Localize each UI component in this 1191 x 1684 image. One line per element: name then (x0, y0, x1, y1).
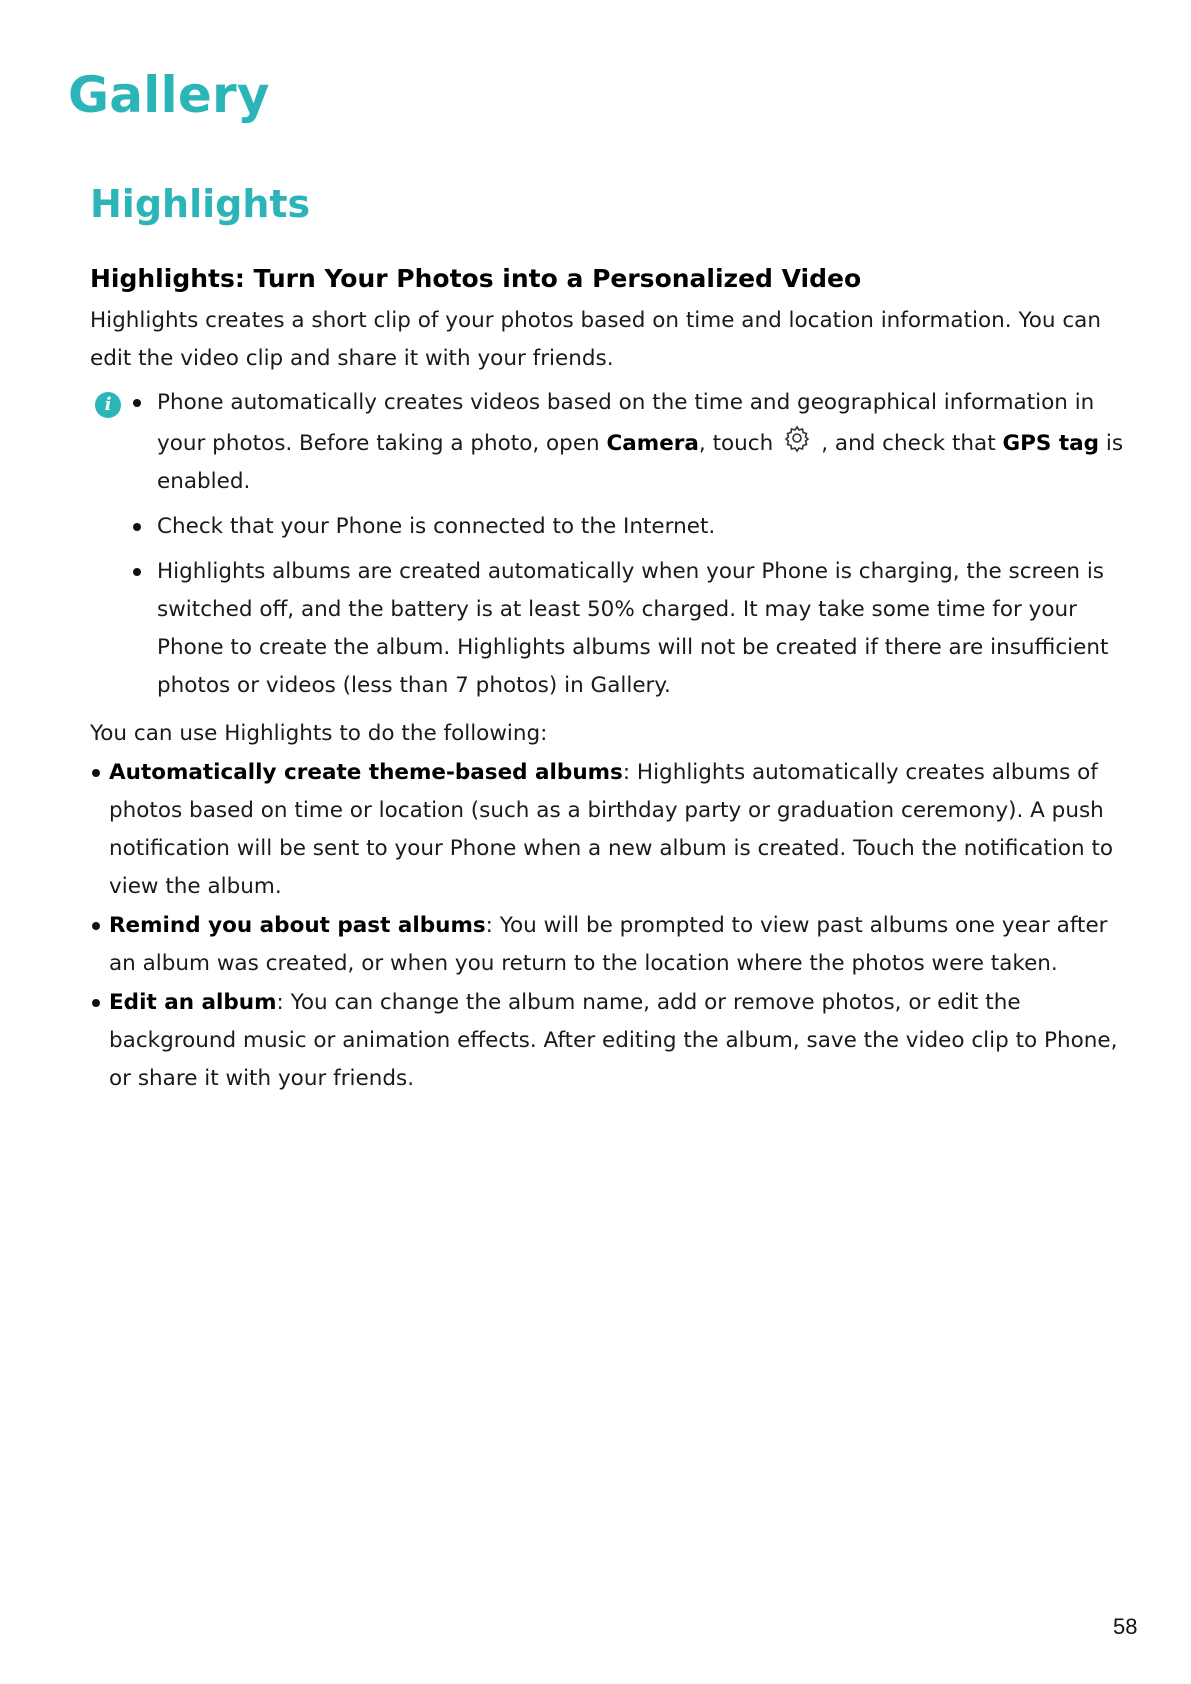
feature-list (90, 754, 1130, 1098)
note-text: , touch (698, 431, 774, 456)
note-item (132, 508, 1130, 546)
feature-item (90, 984, 1130, 1098)
bullet-dot (133, 568, 141, 576)
bullet-dot (92, 999, 100, 1007)
feature-label: Remind you about past albums (109, 913, 486, 938)
feature-label: Automatically create theme-based albums (109, 760, 623, 785)
feature-item (90, 754, 1130, 906)
gps-tag-label: GPS tag (1002, 431, 1100, 456)
feature-label: Edit an album (109, 990, 277, 1015)
chapter-title: Gallery (68, 66, 270, 124)
uses-intro: You can use Highlights to do the following: (90, 721, 548, 746)
note-text: Check that your Phone is connected to the Internet. (157, 514, 716, 539)
subsection-title: Highlights: Turn Your Photos into a Personalized Video (90, 264, 862, 293)
feature-text: : You will be prompted to view past albums one year after an album was created, or when you return to the location where the photos were taken. (109, 913, 1108, 976)
bullet-dot (92, 769, 100, 777)
bullet-dot (133, 523, 141, 531)
feature-text: : You can change the album name, add or remove photos, or edit the background music or animation effects. After editing the album, save the video clip to Phone, or share it with your friends. (109, 990, 1118, 1091)
note-text: , and check that (821, 431, 1003, 456)
note-text: Phone automatically creates videos based on the time and geographical information in your photos. Before taking a photo, open (157, 390, 1095, 456)
note-item (132, 553, 1130, 705)
note-text: is enabled. (157, 431, 1124, 494)
info-icon: i (95, 392, 121, 418)
feature-item (90, 907, 1130, 983)
note-list (132, 384, 1130, 705)
note-item (132, 384, 1130, 501)
settings-gear-icon (779, 422, 815, 456)
main-content (90, 260, 1130, 1098)
camera-label: Camera (606, 431, 699, 456)
page-number: 58 (1113, 1614, 1138, 1639)
note-text: Highlights albums are created automatically when your Phone is charging, the screen is switched off, and the battery is at least 50% charged. It may take some time for your Phone to create the album. Highlights albums will not be created if there are insufficient photos or videos (less than 7 photos) in Gallery. (157, 559, 1109, 698)
intro-paragraph: Highlights creates a short clip of your photos based on time and location information. You can edit the video clip and share it with your friends. (90, 308, 1101, 371)
note-block (90, 384, 1130, 705)
section-title: Highlights (90, 182, 311, 226)
bullet-dot (133, 399, 141, 407)
bullet-dot (92, 922, 100, 930)
feature-text: : Highlights automatically creates albums of photos based on time or location (such as a birthday party or graduation ceremony). A push notification will be sent to your Phone when a new album is created. Touch the notification to view the album. (109, 760, 1114, 899)
